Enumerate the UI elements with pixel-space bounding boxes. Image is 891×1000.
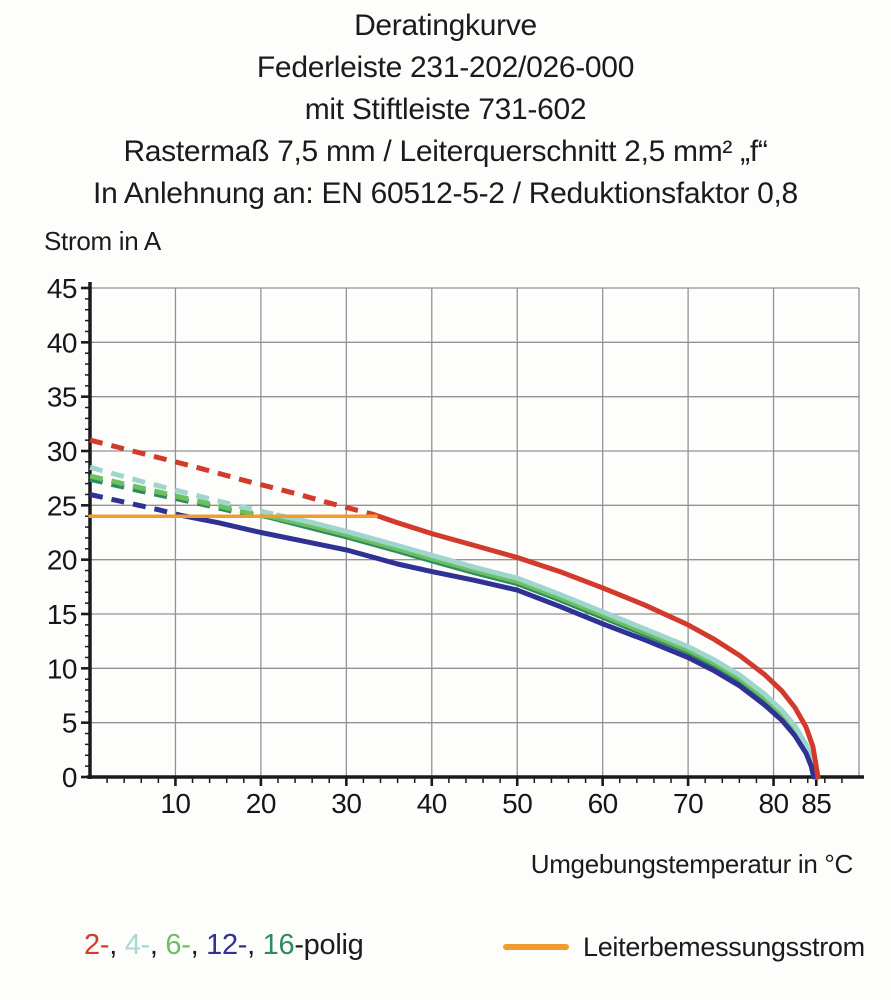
legend-separator: , [109,929,125,961]
title-line-1: Deratingkurve [354,9,537,42]
y-tick-label: 40 [46,327,77,359]
curve-4-polig-dashed [90,467,278,515]
y-axis-title: Strom in A [44,226,161,256]
y-tick-label: 0 [61,762,77,793]
curve-2-polig-solid [372,514,818,777]
y-tick-label: 10 [46,653,77,685]
title-line-2: Federleiste 231-202/026-000 [256,51,635,84]
title-line-3: mit Stiftleiste 731-602 [304,93,587,126]
y-tick-label: 35 [46,381,77,413]
x-tick-label: 10 [160,788,191,819]
y-tick-label: 15 [46,599,77,630]
y-tick-label: 30 [46,436,77,467]
legend-pole-6: 6- [165,929,191,961]
x-tick-label: 70 [673,788,704,819]
rated-current-line-swatch [503,944,569,950]
legend-separator: , [190,929,207,961]
legend-pole-12: 12- [206,929,248,961]
rated-current-legend [503,929,865,965]
y-tick-label: 5 [61,707,77,739]
y-tick-label: 20 [46,544,77,576]
x-tick-label: 80 [758,788,789,819]
curve-12-polig-solid [180,515,814,777]
x-tick-label: 40 [416,788,447,819]
title-line-5: In Anlehnung an: EN 60512-5-2 / Reduktionsfaktor 0,8 [93,177,798,210]
x-tick-label: 30 [331,788,362,819]
y-tick-label: 25 [46,490,77,522]
rated-current-label: Leiterbemessungsstrom [583,931,865,962]
legend-separator: , [247,929,263,961]
x-axis-title: Umgebungstemperatur in °C [530,849,853,879]
legend-pole-4: 4- [124,929,150,961]
title-line-4: Rastermaß 7,5 mm / Leiterquerschnitt 2,5 mm² „f“ [123,135,768,168]
curve-16-polig-solid [265,516,815,777]
legend-pole-2: 2- [84,929,110,961]
y-tick-label: 45 [46,273,77,304]
legend-poles [84,929,363,962]
curve-6-polig-solid [269,516,815,777]
x-tick-label: 50 [502,788,533,819]
legend-separator: , [149,929,166,961]
x-tick-label: 85 [801,788,832,819]
legend-pole-16: 16 [262,929,295,961]
x-tick-label: 60 [587,788,618,819]
legend-poles-suffix: -polig [294,929,364,961]
x-tick-label: 20 [245,788,276,819]
